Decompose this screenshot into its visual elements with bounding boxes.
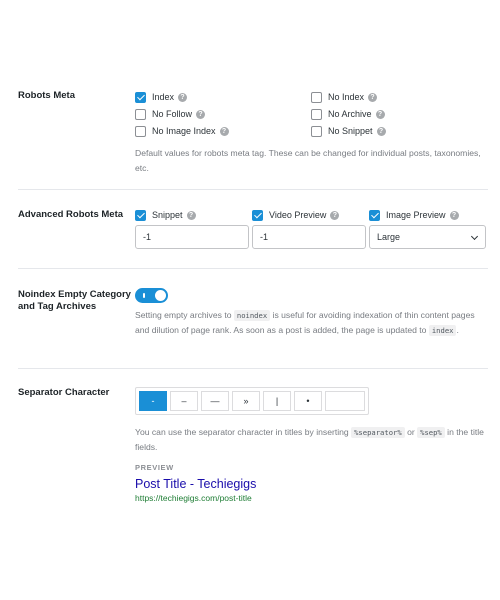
help-icon[interactable]: ? (187, 211, 196, 220)
checkbox-video-preview[interactable] (252, 208, 339, 222)
separator-option-bullet[interactable]: • (294, 391, 322, 411)
section-divider (18, 189, 488, 190)
checkbox-label: No Index (328, 92, 365, 102)
checkbox-no-image-index[interactable] (135, 124, 229, 138)
checkbox-image-preview[interactable] (369, 208, 459, 222)
help-icon[interactable]: ? (450, 211, 459, 220)
desc-text: Setting empty archives to (135, 310, 234, 320)
advanced-robots-meta-label: Advanced Robots Meta (18, 209, 124, 220)
desc-text: or (404, 427, 418, 437)
help-icon[interactable]: ? (220, 127, 229, 136)
help-icon[interactable]: ? (178, 93, 187, 102)
checkbox-index[interactable] (135, 90, 187, 104)
checkbox-label: Snippet (152, 210, 183, 220)
checkbox-no-snippet[interactable] (311, 124, 386, 138)
section-divider (18, 268, 488, 269)
code-separator: %separator% (351, 427, 405, 438)
separator-character-label: Separator Character (18, 387, 110, 398)
image-preview-select[interactable] (369, 225, 486, 249)
preview-url: https://techiegigs.com/post-title (135, 493, 252, 503)
preview-label: PREVIEW (135, 463, 174, 472)
snippet-length-input[interactable]: -1 (135, 225, 249, 249)
checkbox-label: No Follow (152, 109, 193, 119)
code-noindex: noindex (234, 310, 270, 321)
help-icon[interactable]: ? (368, 93, 377, 102)
help-icon[interactable]: ? (377, 127, 386, 136)
checkbox-label: No Image Index (152, 126, 216, 136)
no-archive-checkbox-box[interactable] (311, 109, 322, 120)
desc-text: You can use the separator character in titles by inserting (135, 427, 352, 437)
checkbox-snippet[interactable] (135, 208, 196, 222)
no-image-index-checkbox-box[interactable] (135, 126, 146, 137)
robots-meta-label: Robots Meta (18, 90, 75, 101)
code-sep: %sep% (417, 427, 445, 438)
preview-title: Post Title - Techiegigs (135, 477, 257, 491)
image-preview-selected-value: Large (377, 232, 401, 242)
separator-description (135, 425, 487, 455)
checkbox-label: Image Preview (386, 210, 446, 220)
toggle-on-indicator (143, 293, 145, 298)
desc-text: . (456, 325, 459, 335)
checkbox-label: Video Preview (269, 210, 327, 220)
video-preview-length-input[interactable]: -1 (252, 225, 366, 249)
separator-custom-input[interactable] (325, 391, 365, 411)
noindex-empty-label-line2: and Tag Archives (18, 301, 97, 312)
code-index: index (429, 325, 457, 336)
separator-option-raquo[interactable]: » (232, 391, 260, 411)
index-checkbox-box[interactable] (135, 92, 146, 103)
checkbox-no-index[interactable] (311, 90, 377, 104)
noindex-empty-label (18, 289, 131, 313)
video-preview-checkbox-box[interactable] (252, 210, 263, 221)
no-index-checkbox-box[interactable] (311, 92, 322, 103)
help-icon[interactable]: ? (376, 110, 385, 119)
checkbox-label: No Archive (328, 109, 372, 119)
chevron-down-icon (471, 233, 478, 240)
separator-option-em-dash[interactable]: — (201, 391, 229, 411)
image-preview-checkbox-box[interactable] (369, 210, 380, 221)
help-icon[interactable]: ? (196, 110, 205, 119)
section-divider (18, 368, 488, 369)
checkbox-no-follow[interactable] (135, 107, 205, 121)
no-snippet-checkbox-box[interactable] (311, 126, 322, 137)
separator-option-en-dash[interactable]: – (170, 391, 198, 411)
no-follow-checkbox-box[interactable] (135, 109, 146, 120)
help-icon[interactable]: ? (330, 211, 339, 220)
robots-meta-description: Default values for robots meta tag. These can be changed for individual posts, taxonomies, etc. (135, 148, 481, 173)
separator-options-group (135, 387, 369, 415)
noindex-empty-description (135, 308, 487, 338)
desc-text: is useful for avoiding indexation of thin content pages and dilution of page rank. As soon as a post is added, the page is updated to (135, 310, 475, 335)
toggle-knob (155, 290, 166, 301)
noindex-empty-toggle[interactable] (135, 288, 168, 303)
separator-option-pipe[interactable]: | (263, 391, 291, 411)
snippet-checkbox-box[interactable] (135, 210, 146, 221)
checkbox-label: Index (152, 92, 175, 102)
checkbox-label: No Snippet (328, 126, 373, 136)
noindex-empty-label-line1: Noindex Empty Category (18, 289, 131, 300)
desc-text: in the title fields. (135, 427, 484, 452)
checkbox-no-archive[interactable] (311, 107, 385, 121)
separator-option-hyphen[interactable]: - (139, 391, 167, 411)
